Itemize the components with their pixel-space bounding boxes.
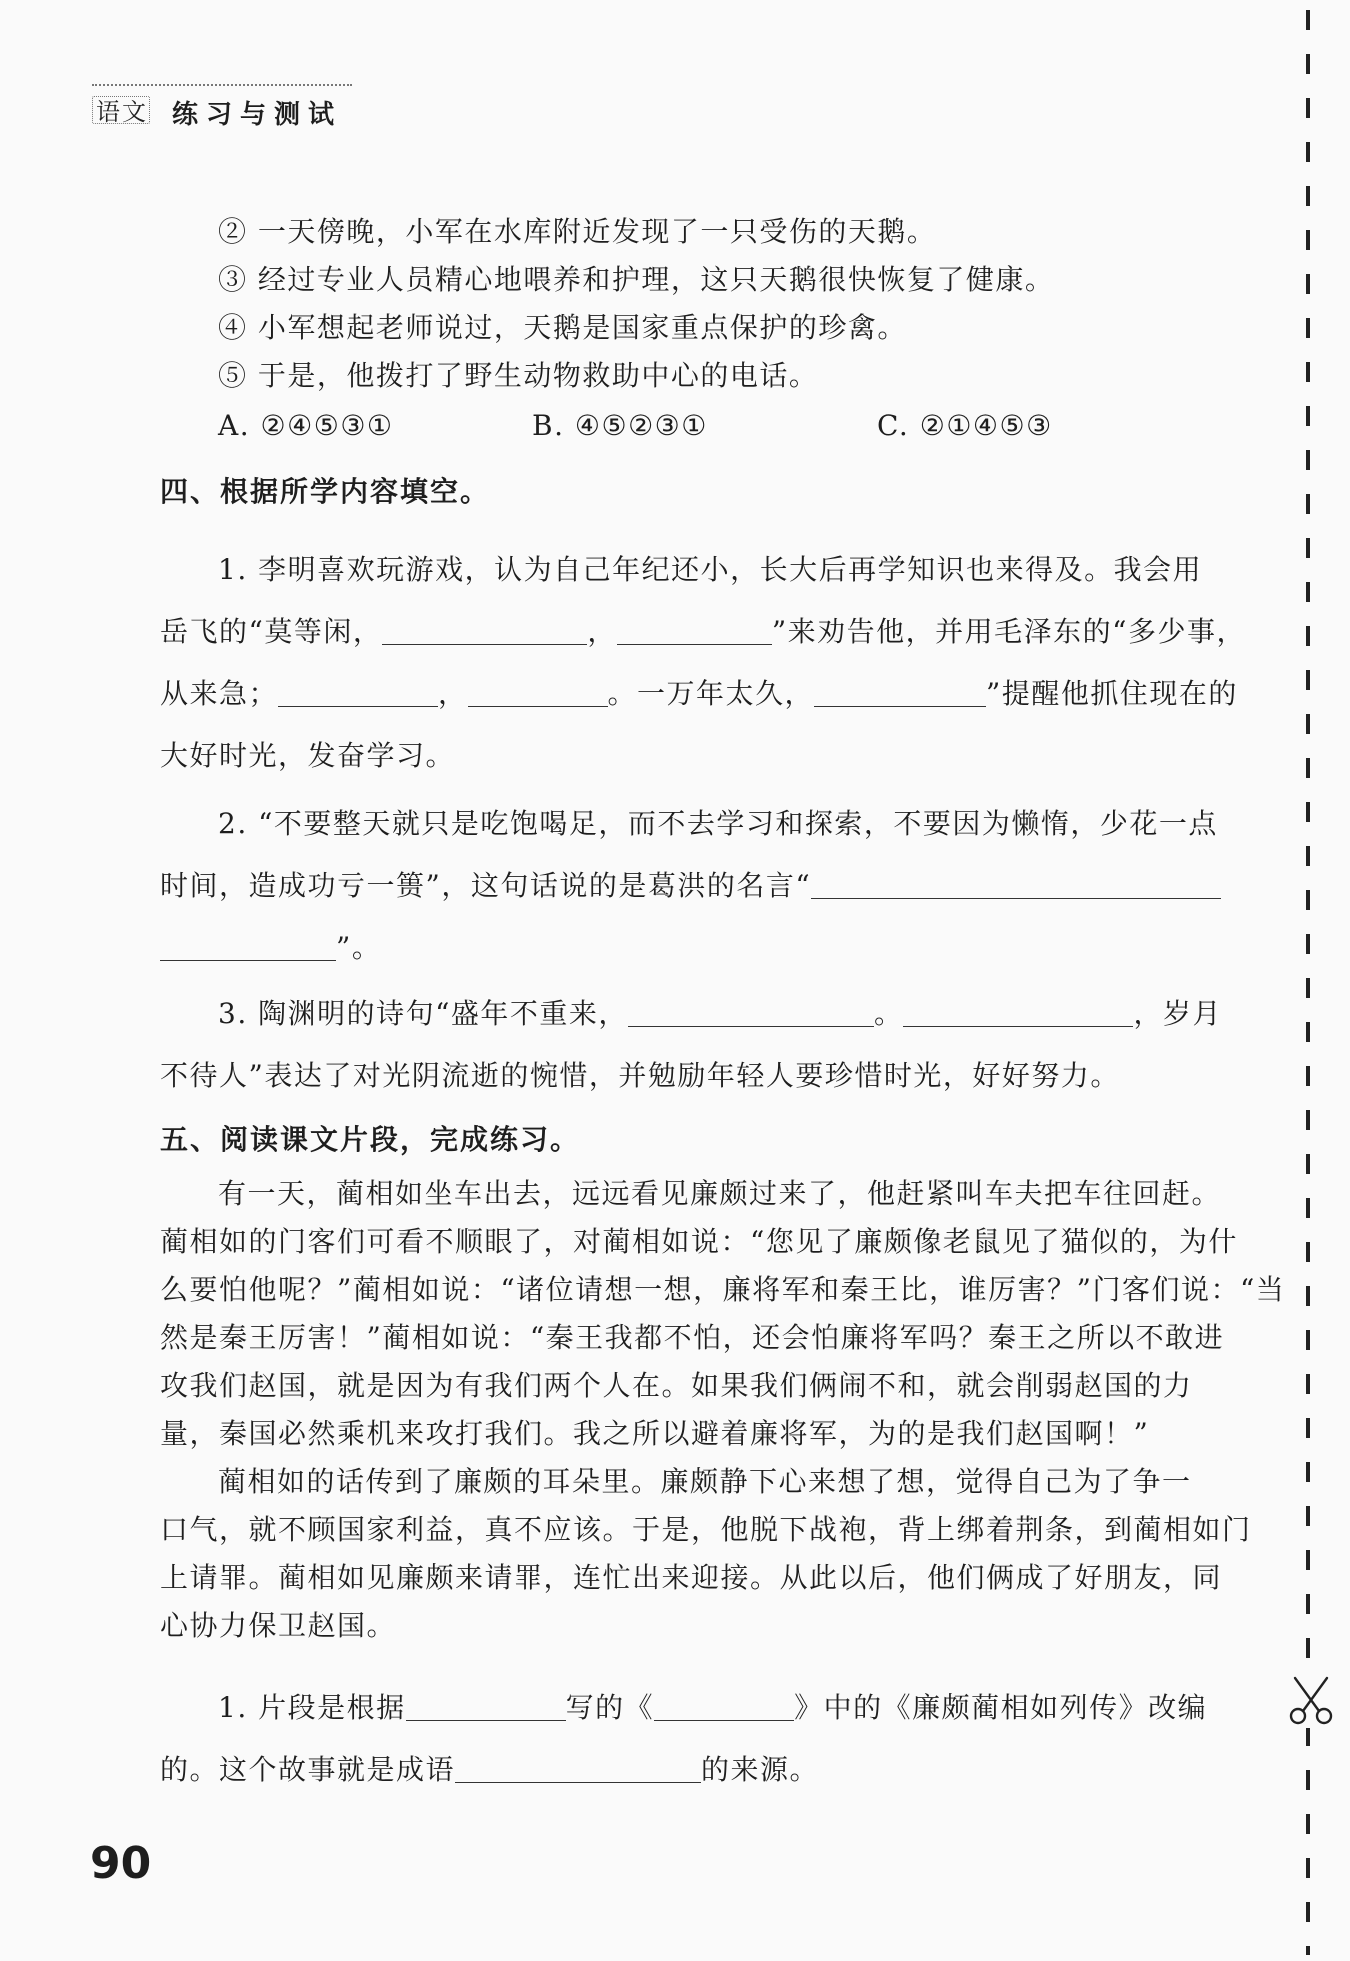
ordering-item: ② 一天傍晚，小军在水库附近发现了一只受伤的天鹅。 (218, 215, 937, 248)
passage-line: 然是秦王厉害！”蔺相如说：“秦王我都不怕，还会怕廉将军吗？秦王之所以不敢进 (160, 1321, 1225, 1354)
answer-blank[interactable] (278, 678, 438, 707)
option-b: B. ④⑤②③① (532, 409, 708, 442)
subject-label: 语文 (96, 92, 148, 127)
answer-blank[interactable] (903, 998, 1133, 1027)
q4-1-line3: 从来急； ， 。一万年太久， ”提醒他抓住现在的 (160, 677, 1238, 710)
answer-blank[interactable] (617, 616, 772, 645)
answer-blank[interactable] (468, 678, 608, 707)
passage-line: 蔺相如的话传到了廉颇的耳朵里。廉颇静下心来想了想，觉得自己为了争一 (218, 1465, 1192, 1498)
q4-3-line2: 不待人”表达了对光阴流逝的惋惜，并勉励年轻人要珍惜时光，好好努力。 (160, 1059, 1120, 1092)
answer-blank[interactable] (811, 870, 1221, 899)
answer-blank[interactable] (160, 932, 336, 961)
q4-2-line1: 2. “不要整天就只是吃饱喝足，而不去学习和探索，不要因为懒惰，少花一点 (218, 807, 1218, 840)
cut-line (1306, 10, 1310, 1955)
passage-line: 有一天，蔺相如坐车出去，远远看见廉颇过来了，他赶紧叫车夫把车往回赶。 (218, 1177, 1222, 1210)
answer-blank[interactable] (382, 616, 587, 645)
ordering-item: ⑤ 于是，他拨打了野生动物救助中心的电话。 (218, 359, 819, 392)
passage-line: 口气，就不顾国家利益，真不应该。于是，他脱下战袍，背上绑着荆条，到蔺相如门 (160, 1513, 1252, 1546)
q4-2-line3: ”。 (160, 930, 381, 966)
ordering-item: ④ 小军想起老师说过，天鹅是国家重点保护的珍禽。 (218, 311, 907, 344)
answer-blank[interactable] (628, 998, 874, 1027)
answer-blank[interactable] (455, 1754, 701, 1783)
answer-blank[interactable] (814, 678, 986, 707)
q4-3-line1: 3. 陶渊明的诗句“盛年不重来， 。 ，岁月 (218, 997, 1222, 1030)
option-a: A. ②④⑤③① (218, 409, 394, 442)
ordering-item: ③ 经过专业人员精心地喂养和护理，这只天鹅很快恢复了健康。 (218, 263, 1055, 296)
q5-1-line1: 1. 片段是根据 写的《 》中的《廉颇蔺相如列传》改编 (218, 1691, 1208, 1724)
passage-line: 上请罪。蔺相如见廉颇来请罪，连忙出来迎接。从此以后，他们俩成了好朋友，同 (160, 1561, 1223, 1594)
q4-1-line1: 1. 李明喜欢玩游戏，认为自己年纪还小，长大后再学知识也来得及。我会用 (218, 553, 1203, 586)
passage-line: 心协力保卫赵国。 (160, 1609, 397, 1642)
passage-line: 么要怕他呢？”蔺相如说：“诸位请想一想，廉将军和秦王比，谁厉害？”门客们说：“当 (160, 1273, 1286, 1306)
page-number: 90 (90, 1838, 152, 1889)
passage-line: 量，秦国必然乘机来攻打我们。我之所以避着廉将军，为的是我们赵国啊！” (160, 1417, 1150, 1450)
answer-blank[interactable] (406, 1692, 566, 1721)
passage-line: 蔺相如的门客们可看不顺眼了，对蔺相如说：“您见了廉颇像老鼠见了猫似的，为什 (160, 1225, 1238, 1258)
q5-1-line2: 的。这个故事就是成语 的来源。 (160, 1753, 820, 1786)
passage-line: 攻我们赵国，就是因为有我们两个人在。如果我们俩闹不和，就会削弱赵国的力 (160, 1369, 1193, 1402)
section-5-title: 五、阅读课文片段，完成练习。 (160, 1123, 581, 1156)
q4-2-line2: 时间，造成功亏一篑”，这句话说的是葛洪的名言“ (160, 868, 1221, 904)
book-title: 练习与测试 (172, 100, 343, 130)
option-c: C. ②①④⑤③ (877, 409, 1053, 442)
answer-blank[interactable] (654, 1692, 794, 1721)
scissors-icon (1283, 1672, 1339, 1728)
q4-1-line2: 岳飞的“莫等闲， ， ”来劝告他，并用毛泽东的“多少事， (160, 615, 1246, 648)
q4-1-line4: 大好时光，发奋学习。 (160, 739, 456, 772)
page-header (92, 84, 352, 136)
section-4-title: 四、根据所学内容填空。 (160, 475, 491, 508)
